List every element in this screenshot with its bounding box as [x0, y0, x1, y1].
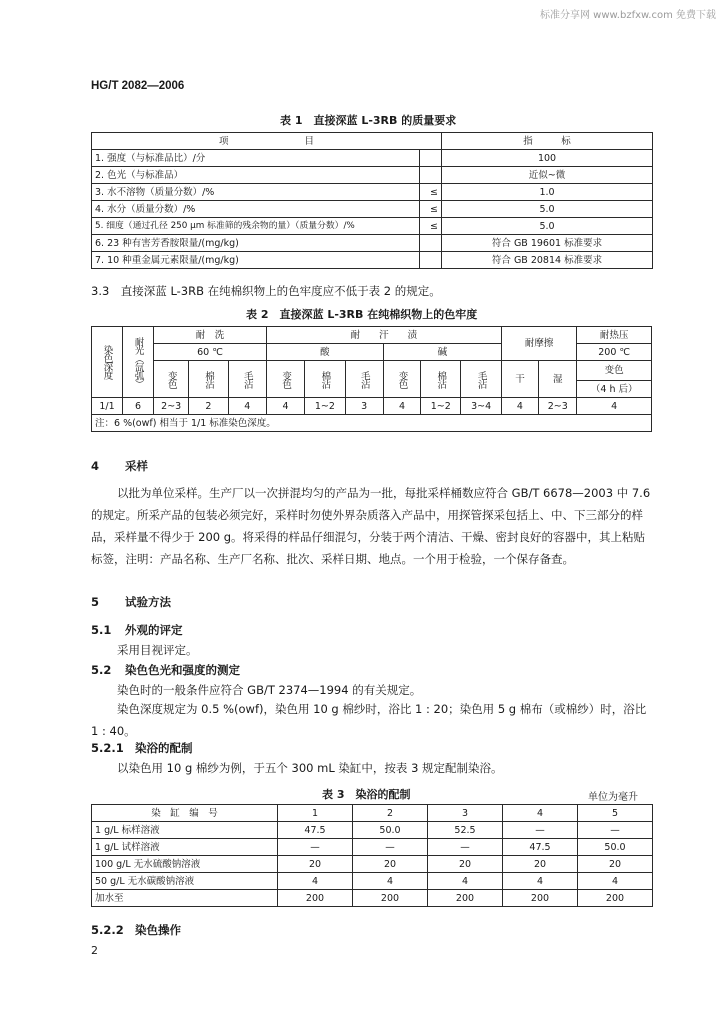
table3-cell: 100 g/L 无水硫酸钠溶液	[92, 856, 278, 873]
table1	[91, 132, 653, 269]
table1-value: 符合 GB 19601 标准要求	[442, 235, 653, 252]
table3-cell: —	[503, 822, 578, 839]
table1-item: 2. 色光（与标准品）	[92, 167, 420, 184]
table2-cell: 1~2	[305, 398, 345, 415]
table2-cell: 4	[501, 398, 538, 415]
table1-sign: ≤	[420, 184, 442, 201]
table2-alkali: 碱	[383, 344, 501, 361]
table-row	[92, 252, 653, 269]
table2-cell: 4	[577, 398, 652, 415]
table3-cell: 50.0	[353, 822, 428, 839]
table2-cell: 4	[383, 398, 420, 415]
section-number: 4	[91, 459, 100, 473]
table-row	[92, 167, 653, 184]
table2-wet: 湿	[539, 361, 577, 398]
table-row	[92, 822, 653, 839]
document-header: HG/T 2082—2006	[91, 80, 185, 92]
table2-wash-temp: 60 ℃	[154, 344, 267, 361]
table3-cell: 50 g/L 无水碳酸钠溶液	[92, 873, 278, 890]
table3	[91, 804, 653, 907]
table1-value: 5.0	[442, 201, 653, 218]
table2-heat-temp: 200 ℃	[577, 344, 652, 361]
table2-sub: 毛沾	[345, 361, 383, 398]
section-title: 外观的评定	[125, 623, 183, 637]
section-5-2-2-heading	[91, 922, 181, 938]
table-row	[92, 856, 653, 873]
table3-cell: 4	[578, 873, 653, 890]
table3-cell: 47.5	[278, 822, 353, 839]
section-5-heading	[91, 594, 171, 610]
table-row	[92, 133, 653, 150]
table3-cell: 200	[428, 890, 503, 907]
table2-depth-head: 染色深度	[92, 327, 123, 398]
table3-unit: 单位为毫升	[588, 792, 638, 803]
table2-sub: 棉沾	[305, 361, 345, 398]
table2-sub: 变色	[266, 361, 304, 398]
table2-cell: 2~3	[539, 398, 577, 415]
section-number: 5.2.1	[91, 741, 124, 755]
table3-head: 染 缸 编 号	[92, 805, 278, 822]
table2-note: 注：6 %(owf) 相当于 1/1 标准染色深度。	[92, 415, 652, 432]
table3-caption: 表 3 染浴的配制	[322, 788, 411, 801]
table3-cell: 20	[353, 856, 428, 873]
table2-cell: 2	[189, 398, 228, 415]
table1-head-value: 指 标	[442, 133, 653, 150]
table-row	[92, 415, 652, 432]
table3-cell: 20	[278, 856, 353, 873]
table1-item: 6. 23 种有害芳香胺限量/(mg/kg)	[92, 235, 420, 252]
table3-cell: 4	[353, 873, 428, 890]
section-5-2-1-text: 以染色用 10 g 棉纱为例，于五个 300 mL 染缸中，按表 3 规定配制染浴。	[117, 761, 503, 775]
table1-sign: ≤	[420, 201, 442, 218]
table3-cell: 52.5	[428, 822, 503, 839]
table2-sub: 变色	[154, 361, 189, 398]
table1-value: 符合 GB 20814 标准要求	[442, 252, 653, 269]
section-5-1-text: 采用目视评定。	[117, 643, 198, 657]
table3-cell: 4	[428, 873, 503, 890]
table1-head-item: 项 目	[92, 133, 442, 150]
table1-sign	[420, 235, 442, 252]
table2-caption: 表 2 直接深蓝 L-3RB 在纯棉织物上的色牢度	[246, 308, 478, 321]
table1-item: 3. 水不溶物（质量分数）/%	[92, 184, 420, 201]
table-row	[92, 398, 652, 415]
table1-value: 100	[442, 150, 653, 167]
table3-head: 2	[353, 805, 428, 822]
table3-cell: 20	[503, 856, 578, 873]
section-title: 染浴的配制	[135, 741, 193, 755]
table1-caption: 表 1 直接深蓝 L-3RB 的质量要求	[280, 114, 457, 127]
section-4-text: 以批为单位采样。生产厂以一次拼混均匀的产品为一批，每批采样桶数应符合 GB/T 6678—2003 中 7.6 的规定。所采产品的包装必须完好，采样时勿使外界杂质落入产品中，用探管探采包括上、中、下三部分的样品，采样量不得少于 200 g。将采得的样品仔细混匀，分装于两个清洁、干燥、密封良好的容器中，其上粘贴标签，注明：产品名称、生产厂名称、批次、采样日期、地点。一个用于检验，一个保存备查。	[91, 486, 651, 566]
section-4-heading	[91, 458, 148, 474]
section-title: 染色色光和强度的测定	[125, 663, 240, 677]
section-title: 试验方法	[125, 595, 171, 609]
table3-cell: 200	[278, 890, 353, 907]
table-row	[92, 150, 653, 167]
table3-cell: —	[353, 839, 428, 856]
table3-cell: 200	[503, 890, 578, 907]
page-number: 2	[91, 944, 98, 957]
table-row	[92, 873, 653, 890]
table2-cell: 6	[123, 398, 154, 415]
section-number: 5.2	[91, 663, 112, 677]
watermark: 标准分享网 www.bzfxw.com 免费下载	[540, 10, 716, 21]
table2-dry: 干	[501, 361, 538, 398]
table-row	[92, 839, 653, 856]
table2	[91, 326, 652, 432]
table1-item: 4. 水分（质量分数）/%	[92, 201, 420, 218]
section-5-2-heading	[91, 662, 240, 678]
section-number: 5.2.2	[91, 923, 124, 937]
table-row	[92, 184, 653, 201]
table1-sign	[420, 252, 442, 269]
table2-acid: 酸	[266, 344, 383, 361]
table-row	[92, 361, 652, 381]
table1-sign: ≤	[420, 218, 442, 235]
table2-sweat-head: 耐 汗 渍	[266, 327, 501, 344]
table2-cell: 1~2	[421, 398, 461, 415]
table2-cell: 1/1	[92, 398, 123, 415]
table3-cell: 200	[353, 890, 428, 907]
section-title: 染色操作	[135, 923, 181, 937]
table3-cell: 50.0	[578, 839, 653, 856]
table2-rub-head: 耐摩擦	[501, 327, 577, 361]
table2-cell: 4	[266, 398, 304, 415]
table1-value: 近似~微	[442, 167, 653, 184]
table2-sub: 棉沾	[421, 361, 461, 398]
section-number: 5.1	[91, 623, 112, 637]
table2-sub: 变色	[383, 361, 420, 398]
table-row	[92, 805, 653, 822]
table2-wash-head: 耐 洗	[154, 327, 267, 344]
section-5-2-text-1: 染色时的一般条件应符合 GB/T 2374—1994 的有关规定。	[117, 683, 422, 697]
table3-cell: 4	[278, 873, 353, 890]
table-row	[92, 890, 653, 907]
table2-heat-change: 变色	[577, 361, 652, 381]
table-row	[92, 235, 653, 252]
table2-cell: 2~3	[154, 398, 189, 415]
table1-sign	[420, 167, 442, 184]
table2-heat-head: 耐热压	[577, 327, 652, 344]
table1-item: 7. 10 种重金属元素限量/(mg/kg)	[92, 252, 420, 269]
table1-value: 1.0	[442, 184, 653, 201]
section-5-2-1-heading	[91, 740, 193, 756]
table1-value: 5.0	[442, 218, 653, 235]
section-5-1-heading	[91, 622, 183, 638]
table2-heat-time: （4 h 后）	[577, 381, 652, 398]
table2-sub: 棉沾	[189, 361, 228, 398]
table2-light-head: 耐光（氙弧）	[123, 327, 154, 398]
table3-cell: 4	[503, 873, 578, 890]
table2-cell: 3~4	[461, 398, 501, 415]
table2-sub: 毛沾	[461, 361, 501, 398]
table1-item: 1. 强度（与标准品比）/分	[92, 150, 420, 167]
table2-cell: 4	[228, 398, 266, 415]
table1-item: 5. 细度（通过孔径 250 μm 标准筛的残余物的量）（质量分数）/%	[92, 218, 420, 235]
table3-cell: 20	[428, 856, 503, 873]
table3-cell: 47.5	[503, 839, 578, 856]
table3-head: 1	[278, 805, 353, 822]
section-number: 5	[91, 595, 100, 609]
table3-cell: 加水至	[92, 890, 278, 907]
table3-head: 5	[578, 805, 653, 822]
table3-cell: 1 g/L 试样溶液	[92, 839, 278, 856]
section-5-2-text-2: 染色深度规定为 0.5 %(owf)，染色用 10 g 棉纱时，浴比 1 : 20；染色用 5 g 棉布（或棉纱）时，浴比 1 : 40。	[91, 702, 647, 738]
section-title: 采样	[125, 459, 148, 473]
table-row	[92, 201, 653, 218]
table3-cell: —	[428, 839, 503, 856]
table2-cell: 3	[345, 398, 383, 415]
table3-head: 4	[503, 805, 578, 822]
table3-cell: —	[578, 822, 653, 839]
table3-cell: 20	[578, 856, 653, 873]
table1-sign	[420, 150, 442, 167]
table-row	[92, 218, 653, 235]
table3-cell: 1 g/L 标样溶液	[92, 822, 278, 839]
table2-sub: 毛沾	[228, 361, 266, 398]
clause-3-3: 3.3 直接深蓝 L-3RB 在纯棉织物上的色牢度应不低于表 2 的规定。	[91, 284, 441, 298]
table3-head: 3	[428, 805, 503, 822]
table3-cell: —	[278, 839, 353, 856]
table-row	[92, 327, 652, 344]
table3-cell: 200	[578, 890, 653, 907]
